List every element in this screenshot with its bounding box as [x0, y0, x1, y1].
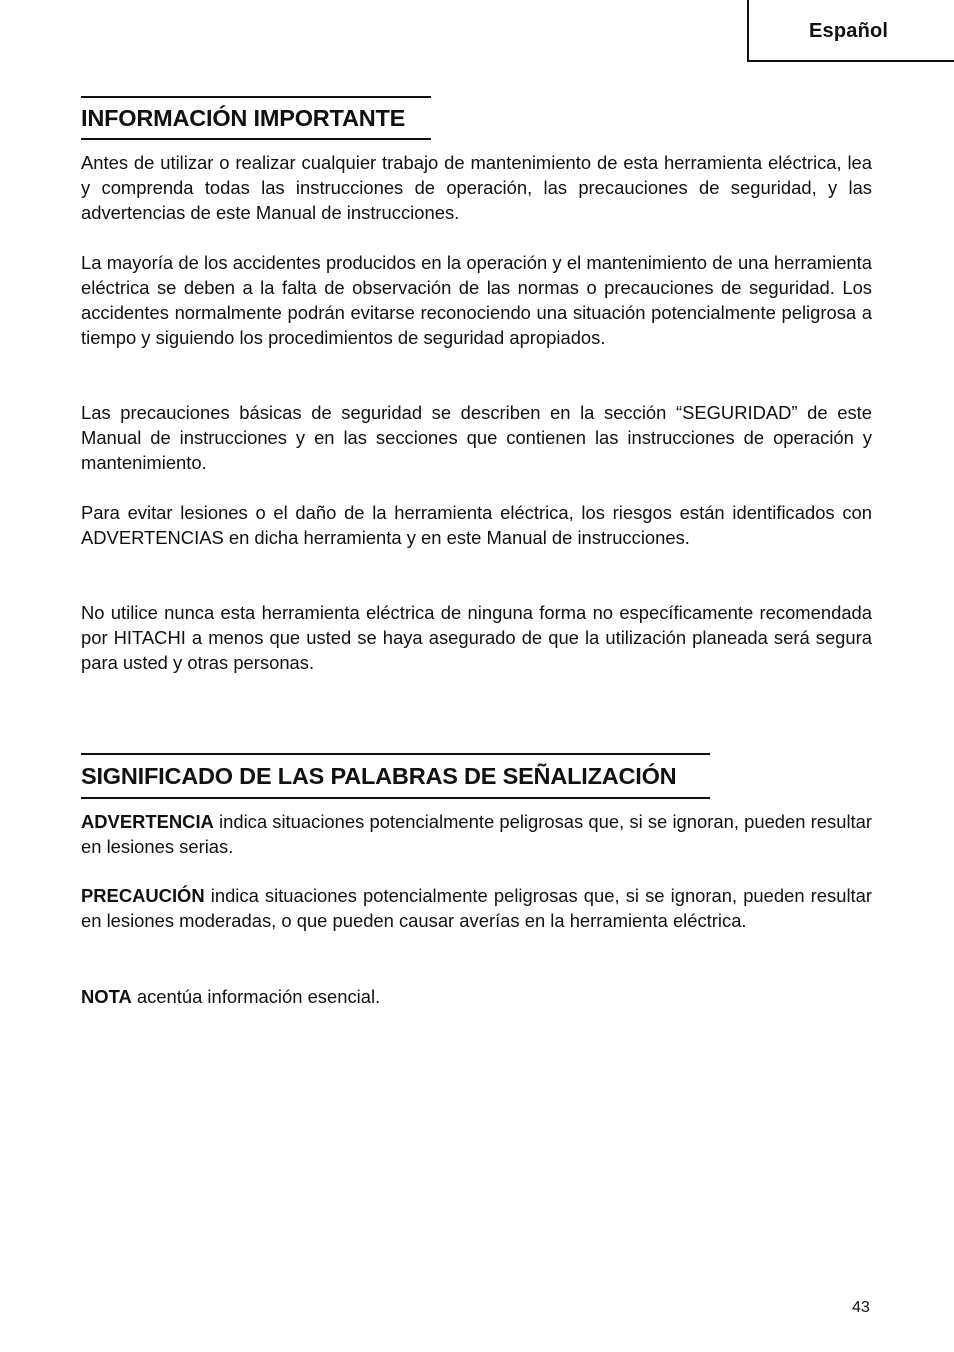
signal-word-term: PRECAUCIÓN — [81, 885, 205, 906]
section1-bottom-rule — [81, 138, 431, 140]
signal-word-item — [81, 809, 872, 859]
section1-title: INFORMACIÓN IMPORTANTE — [81, 105, 406, 131]
section2-top-rule — [81, 753, 710, 755]
section1-paragraph: La mayoría de los accidentes producidos en la operación y el mantenimiento de una herramienta eléctrica se deben a la falta de observación de las normas o precauciones de seguridad. Los accidentes normalmente podrán evitarse reconociendo una situación potencialmente peligrosa a tiempo y siguiendo los procedimientos de seguridad apropiados. — [81, 252, 872, 348]
section1-paragraph: Antes de utilizar o realizar cualquier trabajo de mantenimiento de esta herramienta eléctrica, lea y comprenda todas las instrucciones de operación, las precauciones de seguridad, y las advertencias de este Manual de instrucciones. — [81, 152, 872, 223]
section2-bottom-rule — [81, 797, 710, 799]
section1-paragraph: Para evitar lesiones o el daño de la herramienta eléctrica, los riesgos están identificados con ADVERTENCIAS en dicha herramienta y en este Manual de instrucciones. — [81, 502, 872, 548]
signal-word-description: indica situaciones potencialmente peligrosas que, si se ignoran, pueden resultar en lesiones serias. — [81, 811, 872, 857]
section1-top-rule — [81, 96, 431, 98]
page-number: 43 — [852, 1299, 870, 1316]
section1-paragraph: No utilice nunca esta herramienta eléctrica de ninguna forma no específicamente recomendada por HITACHI a menos que usted se haya asegurado de que la utilización planeada será segura para usted y otras personas. — [81, 602, 872, 673]
signal-word-description: acentúa información esencial. — [131, 986, 381, 1007]
signal-word-term: ADVERTENCIA — [81, 811, 214, 832]
section2-title: SIGNIFICADO DE LAS PALABRAS DE SEÑALIZACIÓN — [81, 763, 677, 789]
signal-word-item — [81, 883, 872, 933]
section1-paragraph: Las precauciones básicas de seguridad se describen en la sección “SEGURIDAD” de este Manual de instrucciones y en las secciones que contienen las instrucciones de operación y mantenimiento. — [81, 402, 872, 473]
signal-word-item — [81, 984, 872, 1009]
signal-word-description: indica situaciones potencialmente peligrosas que, si se ignoran, pueden resultar en lesiones moderadas, o que pueden causar averías en la herramienta eléctrica. — [81, 885, 872, 931]
language-tab — [747, 0, 954, 62]
signal-word-term: NOTA — [81, 986, 132, 1007]
language-label: Español — [809, 20, 889, 42]
